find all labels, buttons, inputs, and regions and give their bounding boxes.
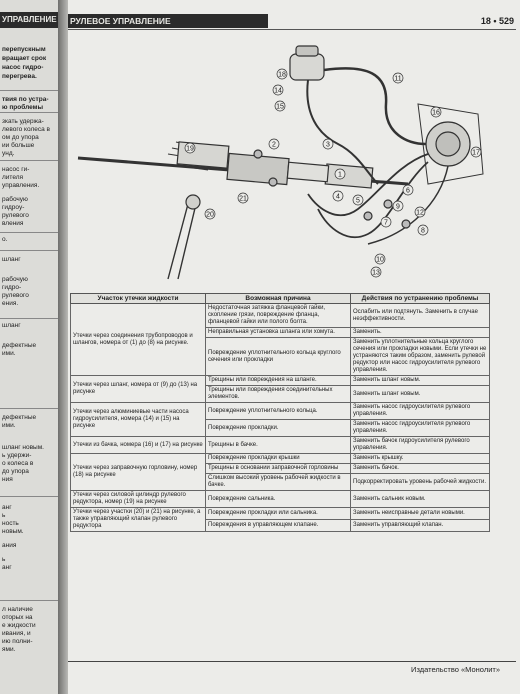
left-page-text-fragment: оторых на — [2, 614, 33, 621]
cause-cell: Повреждение прокладки. — [206, 420, 351, 437]
svg-text:1: 1 — [338, 171, 342, 179]
left-page-rule — [0, 90, 58, 91]
table-header-row — [71, 294, 490, 304]
left-page-text-fragment: твия по устра- — [2, 96, 49, 103]
left-page-rule — [0, 600, 58, 601]
fluid-reservoir — [290, 54, 324, 80]
universal-joint — [186, 195, 200, 209]
fitting-6 — [384, 200, 392, 208]
callout-2 — [269, 139, 279, 149]
cause-cell: Повреждение уплотнительного кольца. — [206, 403, 351, 420]
leak-area-cell: Утечки через соединения трубопроводов и шлангов, номера от (1) до (8) на рисунке. — [71, 304, 206, 376]
callout-19 — [185, 143, 195, 153]
leak-troubleshooting-table — [70, 293, 490, 532]
left-page-text-fragment: перегрева. — [2, 73, 37, 80]
left-page-text-fragment: гидро- — [2, 284, 22, 291]
left-page-text-fragment: о колеса в — [2, 460, 34, 467]
left-page-text-fragment: о. — [2, 236, 8, 243]
svg-text:18: 18 — [278, 71, 286, 79]
action-cell: Заменить насос гидроусилителя рулевого управления. — [351, 420, 490, 437]
steering-column — [168, 204, 196, 279]
cause-cell: Трещины в бачке. — [206, 437, 351, 454]
left-page-header: УПРАВЛЕНИЕ — [0, 12, 58, 28]
svg-text:14: 14 — [274, 87, 282, 95]
cause-cell: Трещины или повреждения на шланге. — [206, 376, 351, 386]
leak-area-cell: Утечки через участки (20) и (21) на рисунке, а также управляющий клапан рулевого редуктора — [71, 508, 206, 532]
svg-text:21: 21 — [239, 195, 247, 203]
action-cell: Заменить неисправные детали новыми. — [351, 508, 490, 520]
left-page-text-fragment: лителя — [2, 174, 24, 181]
action-cell: Заменить крышку. — [351, 454, 490, 464]
action-cell: Заменить шланг новым. — [351, 386, 490, 403]
left-page-text-fragment: до упора — [2, 468, 29, 475]
callout-21 — [238, 193, 248, 203]
svg-text:11: 11 — [394, 75, 402, 83]
svg-text:12: 12 — [416, 209, 424, 217]
left-page-text-fragment: зкать удержа- — [2, 118, 44, 125]
table-row — [71, 403, 490, 420]
footer-rule — [68, 661, 516, 662]
leak-area-cell: Утечки через заправочную горловину, номер (18) на рисунке — [71, 454, 206, 491]
cause-cell: Трещины или повреждения соединительных элементов. — [206, 386, 351, 403]
left-page-text-fragment: л наличие — [2, 606, 33, 613]
cause-cell: Повреждения в управляющем клапане. — [206, 520, 351, 532]
callout-16 — [431, 107, 441, 117]
callout-12 — [415, 207, 425, 217]
table-row — [71, 454, 490, 464]
callout-17 — [471, 147, 481, 157]
left-page-text-fragment: шланг — [2, 256, 21, 263]
left-page-rule — [0, 408, 58, 409]
svg-text:16: 16 — [432, 109, 440, 117]
right-page — [68, 0, 520, 694]
action-cell: Заменить бачок. — [351, 464, 490, 474]
svg-text:8: 8 — [421, 227, 425, 235]
left-page-text-fragment: ь — [2, 556, 6, 563]
table-row — [71, 376, 490, 386]
leak-area-cell: Утечки из бачка, номера (16) и (17) на рисунке — [71, 437, 206, 454]
left-page-text-fragment: ими. — [2, 422, 16, 429]
left-page-rule — [0, 160, 58, 161]
left-page-text-fragment: ность — [2, 520, 19, 527]
callout-8 — [418, 225, 428, 235]
left-page-rule — [0, 496, 58, 497]
callout-4 — [333, 191, 343, 201]
column-header-cause: Возможная причина — [206, 294, 351, 304]
left-page-text-fragment: ими. — [2, 350, 16, 357]
cause-cell: Повреждение сальника. — [206, 491, 351, 508]
cause-cell: Повреждение прокладки крышки — [206, 454, 351, 464]
left-page-text-fragment: ения. — [2, 300, 19, 307]
leak-area-cell: Утечки через алюминиевые части насоса гидроусилителя, номера (14) и (15) на рисунке — [71, 403, 206, 437]
feed-line — [368, 166, 448, 244]
left-page-text-fragment: рабочую — [2, 196, 28, 203]
action-cell: Заменить уплотнительные кольца круглого сечения или прокладки новыми. Если утечки не устраняются таким образом, заменить рулевой редуктор или насос гидроусилителя рулевого управления. — [351, 338, 490, 376]
action-cell: Заменить насос гидроусилителя рулевого управления. — [351, 403, 490, 420]
left-page-text-fragment: ии больше — [2, 142, 35, 149]
cause-cell: Слишком высокий уровень рабочей жидкости в бачке. — [206, 474, 351, 491]
cause-cell: Недостаточная затяжка фланцевой гайки, скопление грязи, повреждение фланца, фланцевой гайки или полого болта. — [206, 304, 351, 328]
callout-15 — [275, 101, 285, 111]
action-cell: Заменить управляющий клапан. — [351, 520, 490, 532]
svg-text:17: 17 — [472, 149, 480, 157]
left-page-rule — [0, 232, 58, 233]
left-page-text-fragment: перепускным — [2, 46, 46, 53]
left-page-text-fragment: управления. — [2, 182, 40, 189]
left-page-text-fragment: ию полни- — [2, 638, 33, 645]
svg-text:5: 5 — [356, 197, 360, 205]
column-header-area: Участок утечки жидкости — [71, 294, 206, 304]
table-body — [71, 304, 490, 532]
fitting-8 — [402, 220, 410, 228]
left-page-text-fragment: е жидкости — [2, 622, 36, 629]
cause-cell: Повреждение прокладки или сальника. — [206, 508, 351, 520]
fitting-2 — [254, 150, 262, 158]
svg-text:6: 6 — [406, 187, 410, 195]
action-cell: Заменить сальник новым. — [351, 491, 490, 508]
svg-text:3: 3 — [326, 141, 330, 149]
left-page-text-fragment: ю проблемы — [2, 104, 44, 111]
page-number: 18 • 529 — [480, 16, 514, 26]
left-page-text-fragment: вращает срок — [2, 55, 47, 62]
left-page-text-fragment: ния — [2, 476, 13, 483]
cause-cell: Неправильная установка шланга или хомута. — [206, 328, 351, 338]
left-page-text-fragment: шланг новым. — [2, 444, 44, 451]
hose-reservoir-to-pump — [324, 68, 426, 144]
table-row — [71, 491, 490, 508]
left-page-text-fragment: дефектные — [2, 414, 37, 421]
power-cylinder — [287, 162, 328, 181]
svg-text:4: 4 — [336, 193, 340, 201]
left-page-text-fragment: насос ги- — [2, 166, 30, 173]
left-page-text-fragment: левого колеса в — [2, 126, 50, 133]
pump-pulley — [436, 132, 460, 156]
callout-14 — [273, 85, 283, 95]
left-page-rule — [0, 250, 58, 251]
book-gutter — [58, 0, 68, 694]
left-page-text-fragment: анг — [2, 564, 12, 571]
callout-9 — [393, 201, 403, 211]
fitting-7 — [364, 212, 372, 220]
svg-text:9: 9 — [396, 203, 400, 211]
svg-text:10: 10 — [376, 256, 384, 264]
leak-area-cell: Утечки через силовой цилиндр рулевого редуктора, номер (19) на рисунке — [71, 491, 206, 508]
left-page-text-fragment: новым. — [2, 528, 24, 535]
callout-3 — [323, 139, 333, 149]
column-header-action: Действия по устранению проблемы — [351, 294, 490, 304]
left-page — [0, 0, 58, 694]
table-row — [71, 437, 490, 454]
left-page-text-fragment: ь удержи- — [2, 452, 32, 459]
callout-5 — [353, 195, 363, 205]
callout-11 — [393, 73, 403, 83]
callout-7 — [381, 217, 391, 227]
section-title: РУЛЕВОЕ УПРАВЛЕНИЕ — [68, 14, 268, 28]
left-page-text-fragment: рабочую — [2, 276, 28, 283]
left-page-text-fragment: ом до упора — [2, 134, 39, 141]
callout-6 — [403, 185, 413, 195]
fitting-21 — [269, 178, 277, 186]
rack-boot-left-body — [177, 142, 229, 168]
leak-area-cell: Утечки через шланг, номера от (9) до (13) на рисунке — [71, 376, 206, 403]
filler-cap — [296, 46, 318, 56]
action-cell: Заменить. — [351, 328, 490, 338]
callout-10 — [375, 254, 385, 264]
left-page-text-fragment: ивания, и — [2, 630, 31, 637]
diagram-drawing — [78, 46, 483, 279]
left-page-text-fragment: вления — [2, 220, 24, 227]
callout-13 — [371, 267, 381, 277]
action-cell: Заменить бачок гидроусилителя рулевого управления. — [351, 437, 490, 454]
callout-20 — [205, 209, 215, 219]
action-cell: Подкорректировать уровень рабочей жидкости. — [351, 474, 490, 491]
left-page-text-fragment: гидроу- — [2, 204, 25, 211]
left-page-rule — [0, 112, 58, 113]
table-row — [71, 508, 490, 520]
steering-system-diagram — [68, 34, 520, 284]
left-page-text-fragment: рулевого — [2, 212, 29, 219]
svg-text:15: 15 — [276, 103, 284, 111]
cause-cell: Повреждение уплотнительного кольца круглого сечения или прокладки — [206, 338, 351, 376]
left-page-text-fragment: унд. — [2, 150, 15, 157]
action-cell: Заменить шланг новым. — [351, 376, 490, 386]
svg-text:19: 19 — [186, 145, 194, 153]
left-page-text-fragment: ь — [2, 512, 6, 519]
left-page-text-fragment: анг — [2, 504, 12, 511]
left-page-rule — [0, 318, 58, 319]
svg-text:20: 20 — [206, 211, 214, 219]
svg-text:7: 7 — [384, 219, 388, 227]
svg-text:13: 13 — [372, 269, 380, 277]
left-page-text-fragment: шланг — [2, 322, 21, 329]
table-row — [71, 304, 490, 328]
callout-1 — [335, 169, 345, 179]
publisher-credit: Издательство «Монолит» — [411, 665, 500, 674]
left-page-text-fragment: рулевого — [2, 292, 29, 299]
left-page-text-fragment: ания — [2, 542, 17, 549]
left-page-text-fragment: ями. — [2, 646, 16, 653]
action-cell: Ослабить или подтянуть. Заменить в случае неэффективности. — [351, 304, 490, 328]
left-page-text-fragment: насос гидро- — [2, 64, 44, 71]
callout-18 — [277, 69, 287, 79]
left-page-text-fragment: дефектные — [2, 342, 37, 349]
header-rule — [68, 29, 516, 30]
svg-text:2: 2 — [272, 141, 276, 149]
cause-cell: Трещины в основании заправочной горловины — [206, 464, 351, 474]
